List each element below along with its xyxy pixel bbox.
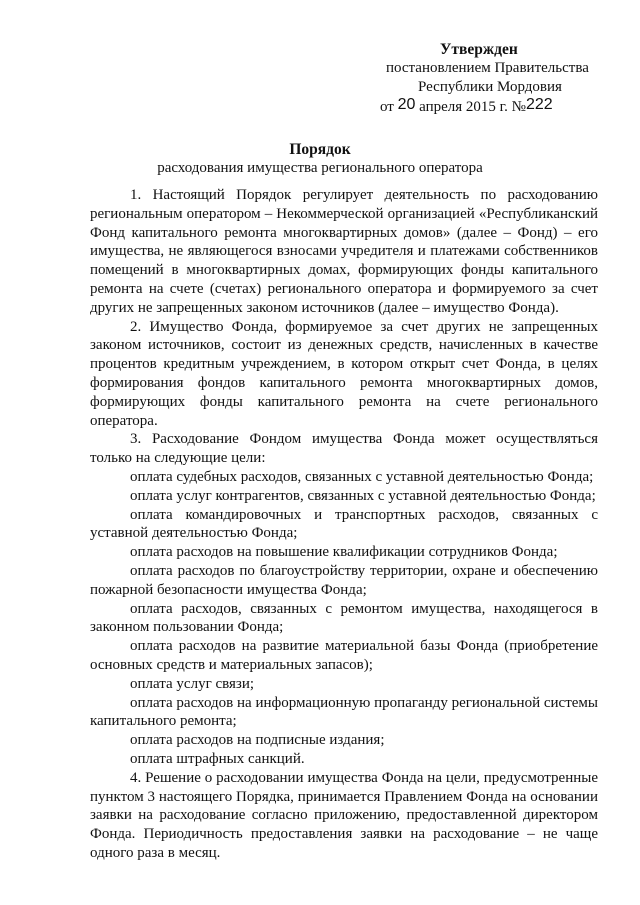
approval-line-republic: Республики Мордовия	[418, 79, 562, 95]
paragraph-1: 1. Настоящий Порядок регулирует деятельность по расходованию региональным оператором – Некоммерческой организацией «Республиканский Фонд капитального ремонта многоквартирных домов» (далее – Фонд) – его имущества, не являющегося взносами учредителя и платежами собственников помещений в многоквартирных домах, формирующих фонды капитального ремонта на счете (счетах) регионального оператора и формируемого за счет других не запрещенных законом источников (далее – имущество Фонда).	[90, 187, 598, 316]
approval-title: Утвержден	[440, 41, 518, 58]
list-item: оплата судебных расходов, связанных с уставной деятельностью Фонда;	[130, 468, 594, 485]
document-body	[90, 186, 598, 863]
document-subtitle: расходования имущества регионального оператора	[157, 160, 483, 176]
document-title: Порядок	[289, 141, 351, 158]
paragraph-3: 3. Расходование Фондом имущества Фонда может осуществляться только на следующие цели:	[90, 431, 598, 467]
list-item: оплата услуг контрагентов, связанных с уставной деятельностью Фонда;	[130, 487, 596, 504]
list-item: оплата расходов на подписные издания;	[130, 732, 385, 749]
list-item: оплата расходов на повышение квалификации сотрудников Фонда;	[130, 544, 558, 561]
approval-stamp	[372, 40, 622, 117]
approval-number: 222	[525, 96, 553, 113]
list-item: оплата расходов на развитие материальной базы Фонда (приобретение основных средств и материальных запасов);	[90, 638, 598, 673]
list-item: оплата расходов по благоустройству территории, охране и обеспечению пожарной безопасности имущества Фонда;	[90, 562, 598, 598]
list-item: оплата услуг связи;	[130, 675, 255, 692]
paragraph-4: 4. Решение о расходовании имущества Фонда на цели, предусмотренные пунктом 3 настоящего Порядка, принимается Правлением Фонда на основании заявки на расходование согласно приложению, предоставленной директором Фонда. Периодичность предоставления заявки на расходование – не чаще одного раза в месяц.	[90, 769, 598, 861]
approval-line-resolution: постановлением Правительства	[386, 60, 589, 76]
paragraph-2: 2. Имущество Фонда, формируемое за счет других не запрещенных законом источников, состоит из денежных средств, начисленных в качестве процентов кредитным учреждением, в котором открыт счет Фонда, в целях формирования фондов капитального ремонта многоквартирных домов, формирующих фонды капитального ремонта на счете регионального оператора.	[90, 318, 598, 429]
list-item: оплата расходов, связанных с ремонтом имущества, находящегося в законном пользовании Фонда;	[90, 600, 598, 636]
list-item: оплата командировочных и транспортных расходов, связанных с уставной деятельностью Фонда;	[90, 506, 598, 542]
list-item: оплата расходов на информационную пропаганду региональной системы капитального ремонта;	[90, 694, 598, 730]
approval-month-year: апреля 2015 г. №	[419, 99, 526, 115]
approval-line-date	[372, 97, 622, 117]
list-item: оплата штрафных санкций.	[130, 750, 305, 767]
document-heading	[0, 140, 640, 178]
approval-date-prefix: от	[380, 99, 394, 115]
approval-day: 20	[397, 96, 416, 113]
